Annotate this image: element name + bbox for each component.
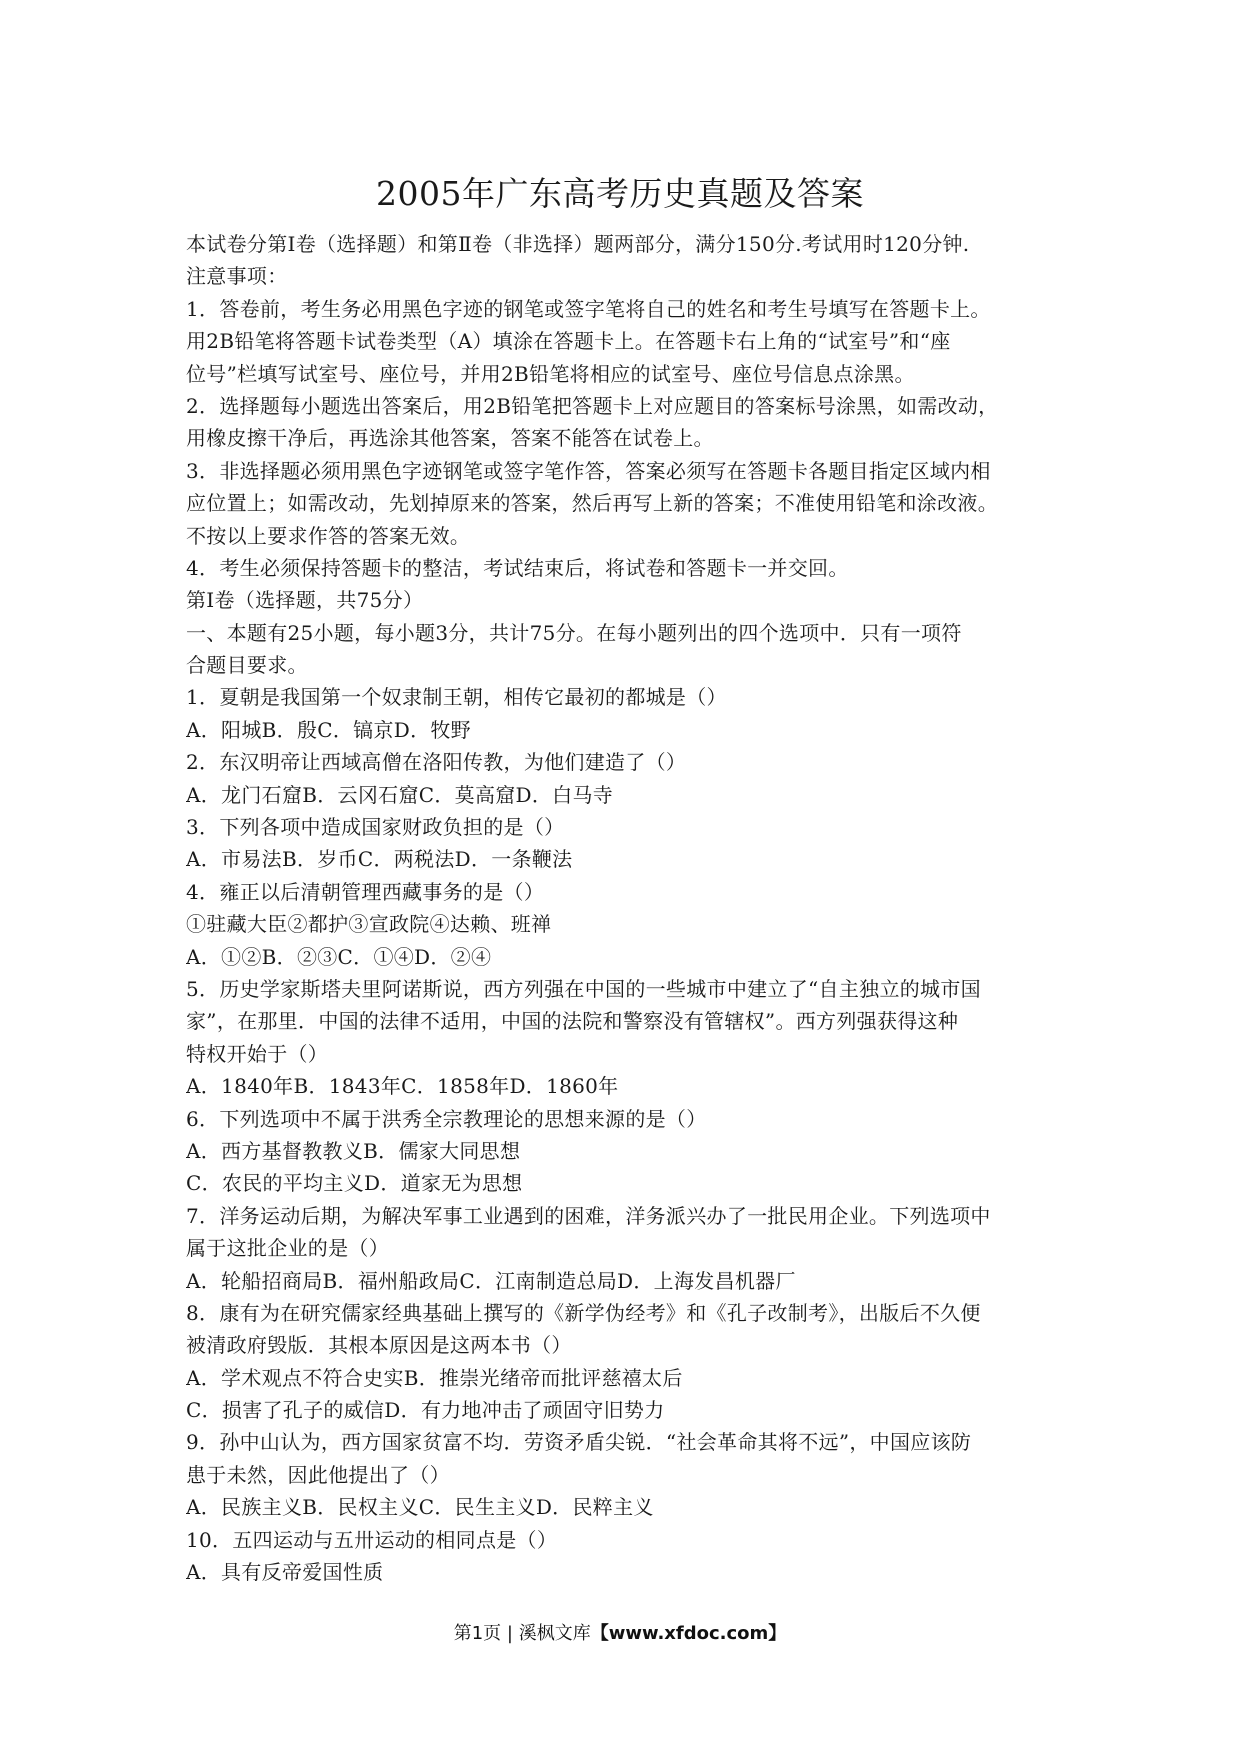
question-7: 属于这批企业的是（） [186, 1236, 389, 1261]
question-3-options: A．市易法B．岁币C．两税法D．一条鞭法 [186, 847, 573, 872]
question-5-options: A．1840年B．1843年C．1858年D．1860年 [186, 1074, 619, 1099]
question-4-items: ①驻藏大臣②都护③宣政院④达赖、班禅 [186, 912, 552, 937]
question-8-options: A．学术观点不符合史实B．推崇光绪帝而批评慈禧太后 [186, 1365, 683, 1390]
question-5: 特权开始于（） [186, 1041, 329, 1066]
question-3: 3．下列各项中造成国家财政负担的是（） [186, 815, 565, 840]
question-10-options: A．具有反帝爱国性质 [186, 1560, 384, 1585]
notice-line: 应位置上；如需改动，先划掉原来的答案，然后再写上新的答案；不准使用铅笔和涂改液。 [186, 491, 998, 516]
document-body [186, 228, 1066, 1588]
question-10: 10．五四运动与五卅运动的相同点是（） [186, 1527, 558, 1552]
question-8: 8．康有为在研究儒家经典基础上撰写的《新学伪经考》和《孔子改制考》，出版后不久便 [186, 1300, 981, 1325]
notice-line: 位号”栏填写试室号、座位号，并用2B铅笔将相应的试室号、座位号信息点涂黑。 [186, 361, 915, 386]
library-name: 溪枫文库 [518, 1623, 591, 1644]
notice-heading: 注意事项： [186, 264, 288, 289]
question-8: 被清政府毁版．其根本原因是这两本书（） [186, 1333, 572, 1358]
notice-line: 用橡皮擦干净后，再选涂其他答案，答案不能答在试卷上。 [186, 426, 714, 451]
notice-line: 2．选择题每小题选出答案后，用2B铅笔把答题卡上对应题目的答案标号涂黑，如需改动， [186, 393, 999, 418]
question-2-options: A．龙门石窟B．云冈石窟C．莫高窟D．白马寺 [186, 782, 614, 807]
question-2: 2．东汉明帝让西域高僧在洛阳传教，为他们建造了（） [186, 750, 687, 775]
notice-line: 4．考生必须保持答题卡的整洁，考试结束后，将试卷和答题卡一并交回。 [186, 555, 849, 580]
notice-line: 用2B铅笔将答题卡试卷类型（A）填涂在答题卡上。在答题卡右上角的“试室号”和“座 [186, 329, 951, 354]
section-instruction: 合题目要求。 [186, 653, 308, 678]
section-instruction: 一、本题有25小题，每小题3分，共计75分。在每小题列出的四个选项中．只有一项符 [186, 620, 962, 645]
question-7-options: A．轮船招商局B．福州船政局C．江南制造总局D．上海发昌机器厂 [186, 1268, 796, 1293]
question-7: 7．洋务运动后期，为解决军事工业遇到的困难，洋务派兴办了一批民用企业。下列选项中 [186, 1203, 991, 1228]
question-9-options: A．民族主义B．民权主义C．民生主义D．民粹主义 [186, 1495, 654, 1520]
page-number: 第1页 [453, 1623, 502, 1644]
question-1: 1．夏朝是我国第一个奴隶制王朝，相传它最初的都城是（） [186, 685, 727, 710]
question-6-options: C．农民的平均主义D．道家无为思想 [186, 1171, 523, 1196]
footer-separator: | [506, 1623, 513, 1644]
question-1-options: A．阳城B．殷C．镐京D．牧野 [186, 717, 471, 742]
question-5: 家”，在那里．中国的法律不适用，中国的法院和警察没有管辖权”。西方列强获得这种 [186, 1009, 959, 1034]
site-link[interactable]: 【www.xfdoc.com】 [590, 1623, 787, 1644]
question-8-options: C．损害了孔子的威信D．有力地冲击了顽固守旧势力 [186, 1398, 665, 1423]
intro-line: 本试卷分第Ⅰ卷（选择题）和第Ⅱ卷（非选择）题两部分，满分150分.考试用时120分钟. [186, 232, 970, 256]
question-4: 4．雍正以后清朝管理西藏事务的是（） [186, 879, 545, 904]
question-9: 9．孙中山认为，西方国家贫富不均．劳资矛盾尖锐．“社会革命其将不远”，中国应该防 [186, 1430, 972, 1455]
question-5: 5．历史学家斯塔夫里阿诺斯说，西方列强在中国的一些城市中建立了“自主独立的城市国 [186, 976, 981, 1001]
notice-line: 1．答卷前，考生务必用黑色字迹的钢笔或签字笔将自己的姓名和考生号填写在答题卡上。 [186, 296, 991, 321]
notice-line: 3．非选择题必须用黑色字迹钢笔或签字笔作答，答案必须写在答题卡各题目指定区域内相 [186, 458, 991, 483]
question-6: 6．下列选项中不属于洪秀全宗教理论的思想来源的是（） [186, 1106, 707, 1131]
section-heading: 第Ⅰ卷（选择题，共75分） [186, 588, 424, 613]
question-6-options: A．西方基督教教义B．儒家大同思想 [186, 1138, 521, 1163]
question-4-options: A．①②B．②③C．①④D．②④ [186, 944, 492, 969]
page-footer [0, 1620, 1240, 1648]
question-9: 患于未然，因此他提出了（） [186, 1462, 450, 1487]
notice-line: 不按以上要求作答的答案无效。 [186, 523, 471, 548]
page-title: 2005年广东高考历史真题及答案 [376, 174, 864, 213]
